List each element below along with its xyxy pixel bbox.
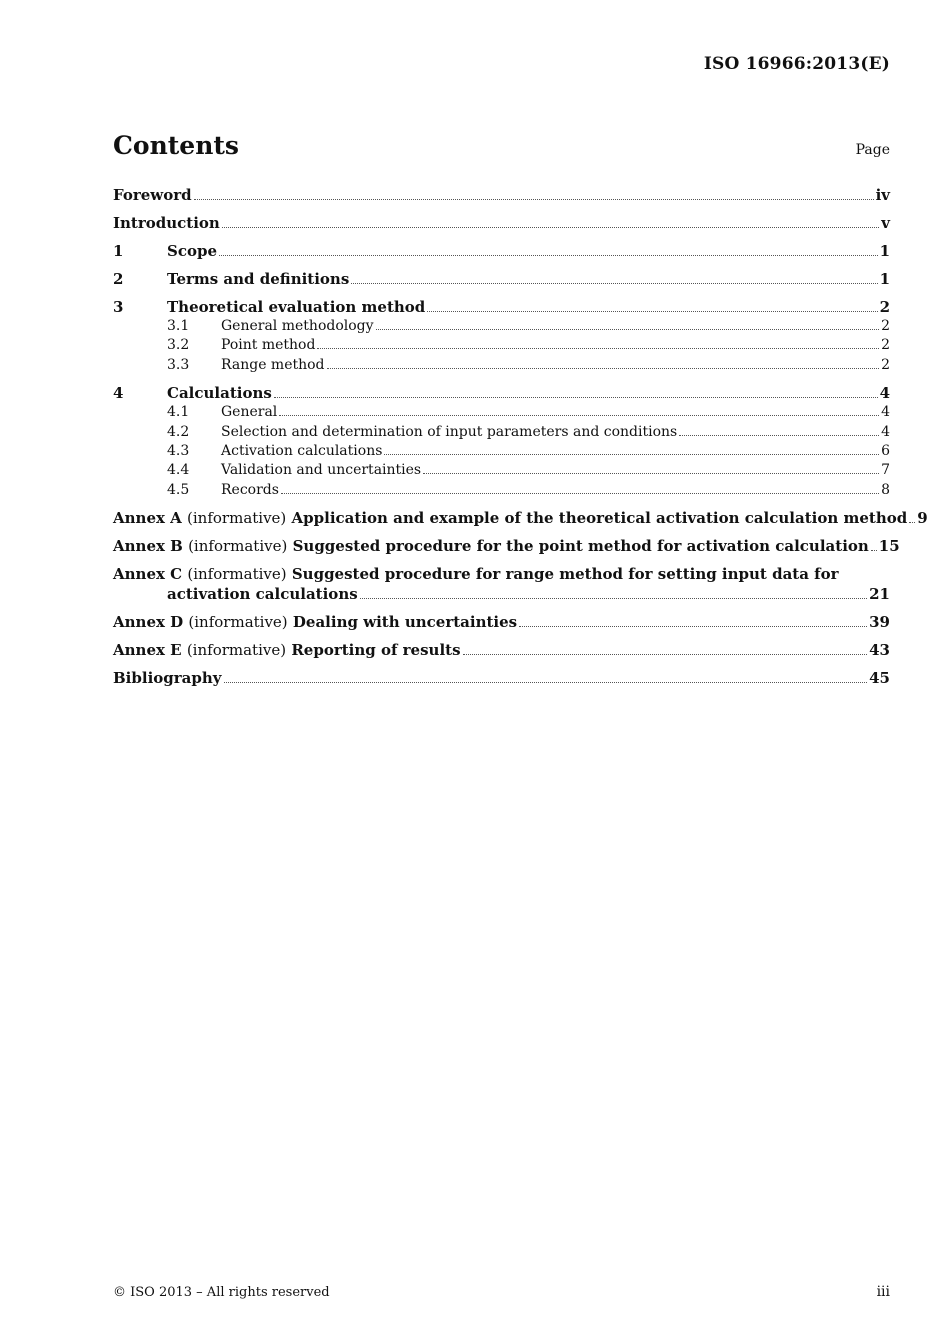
toc-label: General: [221, 404, 278, 421]
leader-dots: [224, 682, 868, 683]
annex-id: Annex C: [113, 565, 183, 584]
annex-title: Application and example of the theoretical activation calculation method: [291, 509, 908, 528]
annex-id: Annex D: [113, 613, 184, 632]
clause-number: 1: [113, 242, 124, 260]
toc-entry-4-4[interactable]: [113, 461, 890, 480]
leader-dots: [222, 227, 879, 228]
subclause-number: 3.1: [167, 318, 190, 334]
toc-entry-annex-d[interactable]: [113, 612, 890, 632]
toc-page: v: [881, 214, 890, 232]
clause-number: 2: [113, 270, 124, 288]
leader-dots: [360, 598, 867, 599]
toc-entry-clause-1[interactable]: [113, 241, 890, 261]
toc-entry-annex-a[interactable]: [113, 508, 928, 528]
annex-type: (informative): [188, 613, 288, 632]
leader-dots: [384, 454, 879, 455]
leader-dots: [274, 397, 878, 398]
toc-page: 2: [881, 318, 890, 334]
toc-page: 4: [881, 404, 890, 421]
toc-page: 43: [869, 641, 890, 660]
leader-dots: [281, 493, 879, 494]
page-number: iii: [876, 1284, 890, 1300]
leader-dots: [376, 329, 880, 330]
subclause-number: 4.3: [167, 443, 190, 460]
toc-page: 2: [879, 298, 890, 316]
leader-dots: [679, 435, 879, 436]
toc-label: Foreword: [113, 186, 192, 204]
toc-entry-clause-2[interactable]: [113, 269, 890, 289]
toc-entry-3-2[interactable]: [113, 336, 890, 355]
annex-type: (informative): [188, 537, 288, 556]
toc-entry-foreword[interactable]: [113, 185, 890, 205]
annex-title: Reporting of results: [291, 641, 461, 660]
toc-label: Theoretical evaluation method: [167, 298, 426, 316]
leader-dots: [463, 654, 868, 655]
toc-label: Bibliography: [113, 669, 222, 688]
toc-entry-4-2[interactable]: [113, 423, 890, 442]
toc-page: 15: [878, 537, 900, 556]
toc-entry-introduction[interactable]: [113, 213, 890, 233]
subclause-number: 4.2: [167, 423, 190, 440]
subclause-number: 4.4: [167, 462, 190, 479]
page-column-label: Page: [855, 142, 890, 158]
subclause-number: 4.1: [167, 404, 190, 421]
leader-dots: [317, 348, 879, 349]
annex-title: Suggested procedure for range method for setting input data for: [291, 565, 839, 584]
toc-label: General methodology: [221, 318, 374, 334]
toc-label: Scope: [167, 242, 218, 260]
annex-type: (informative): [187, 565, 287, 584]
toc-page: 1: [879, 270, 890, 288]
toc-page: 2: [881, 337, 890, 354]
clause-number: 4: [113, 384, 124, 403]
toc-entry-bibliography[interactable]: [113, 668, 890, 688]
toc-label: Calculations: [167, 384, 272, 403]
annex-type: (informative): [187, 509, 287, 528]
toc-entry-3-3[interactable]: [113, 356, 890, 375]
leader-dots: [327, 368, 880, 369]
table-of-contents: [113, 185, 928, 696]
annex-id: Annex B: [113, 537, 183, 556]
toc-page: 21: [869, 585, 890, 604]
toc-entry-annex-c[interactable]: [113, 564, 890, 604]
toc-label: Activation calculations: [221, 443, 383, 460]
toc-entry-3-1[interactable]: [113, 317, 890, 336]
toc-label: Validation and uncertainties: [221, 462, 422, 479]
leader-dots: [871, 550, 877, 551]
annex-id: Annex A: [113, 509, 182, 528]
leader-dots: [427, 311, 877, 312]
subclause-number: 3.3: [167, 356, 190, 373]
copyright-notice: © ISO 2013 – All rights reserved: [113, 1285, 330, 1300]
toc-entry-4-1[interactable]: [113, 403, 890, 422]
toc-page: 8: [881, 481, 890, 498]
toc-page: iv: [875, 186, 890, 204]
standard-id: ISO 16966:2013(E): [703, 54, 890, 74]
leader-dots: [219, 255, 878, 256]
toc-label: Terms and definitions: [167, 270, 350, 288]
leader-dots: [194, 199, 874, 200]
toc-entry-4-5[interactable]: [113, 481, 890, 500]
clause-number: 3: [113, 298, 124, 316]
toc-label: Point method: [221, 337, 316, 354]
annex-type: (informative): [186, 641, 287, 660]
toc-entry-clause-3[interactable]: [113, 297, 890, 317]
toc-page: 7: [881, 462, 890, 479]
leader-dots: [351, 283, 877, 284]
subclause-number: 4.5: [167, 481, 190, 498]
leader-dots: [909, 522, 915, 523]
leader-dots: [279, 415, 879, 416]
toc-label: Range method: [221, 356, 325, 373]
subclause-number: 3.2: [167, 337, 190, 354]
toc-page: 39: [869, 613, 890, 632]
annex-title: Suggested procedure for the point method for activation calculation: [292, 537, 869, 556]
toc-page: 6: [881, 443, 890, 460]
toc-entry-4-3[interactable]: [113, 442, 890, 461]
leader-dots: [423, 473, 879, 474]
page-title: Contents: [113, 131, 240, 160]
toc-label: Records: [221, 481, 279, 498]
toc-page: 45: [869, 669, 890, 688]
annex-title-continued: activation calculations: [167, 585, 358, 604]
annex-title: Dealing with uncertainties: [292, 613, 518, 632]
toc-entry-annex-b[interactable]: [113, 536, 900, 556]
leader-dots: [519, 626, 867, 627]
toc-entry-clause-4[interactable]: [113, 383, 890, 403]
toc-page: 1: [879, 242, 890, 260]
toc-page: 2: [881, 356, 890, 373]
toc-label: Selection and determination of input parameters and conditions: [221, 423, 678, 440]
toc-label: Introduction: [113, 214, 220, 232]
toc-page: 9: [917, 509, 928, 528]
annex-id: Annex E: [113, 641, 182, 660]
toc-page: 4: [879, 384, 890, 403]
toc-entry-annex-e[interactable]: [113, 640, 890, 660]
toc-page: 4: [881, 423, 890, 440]
